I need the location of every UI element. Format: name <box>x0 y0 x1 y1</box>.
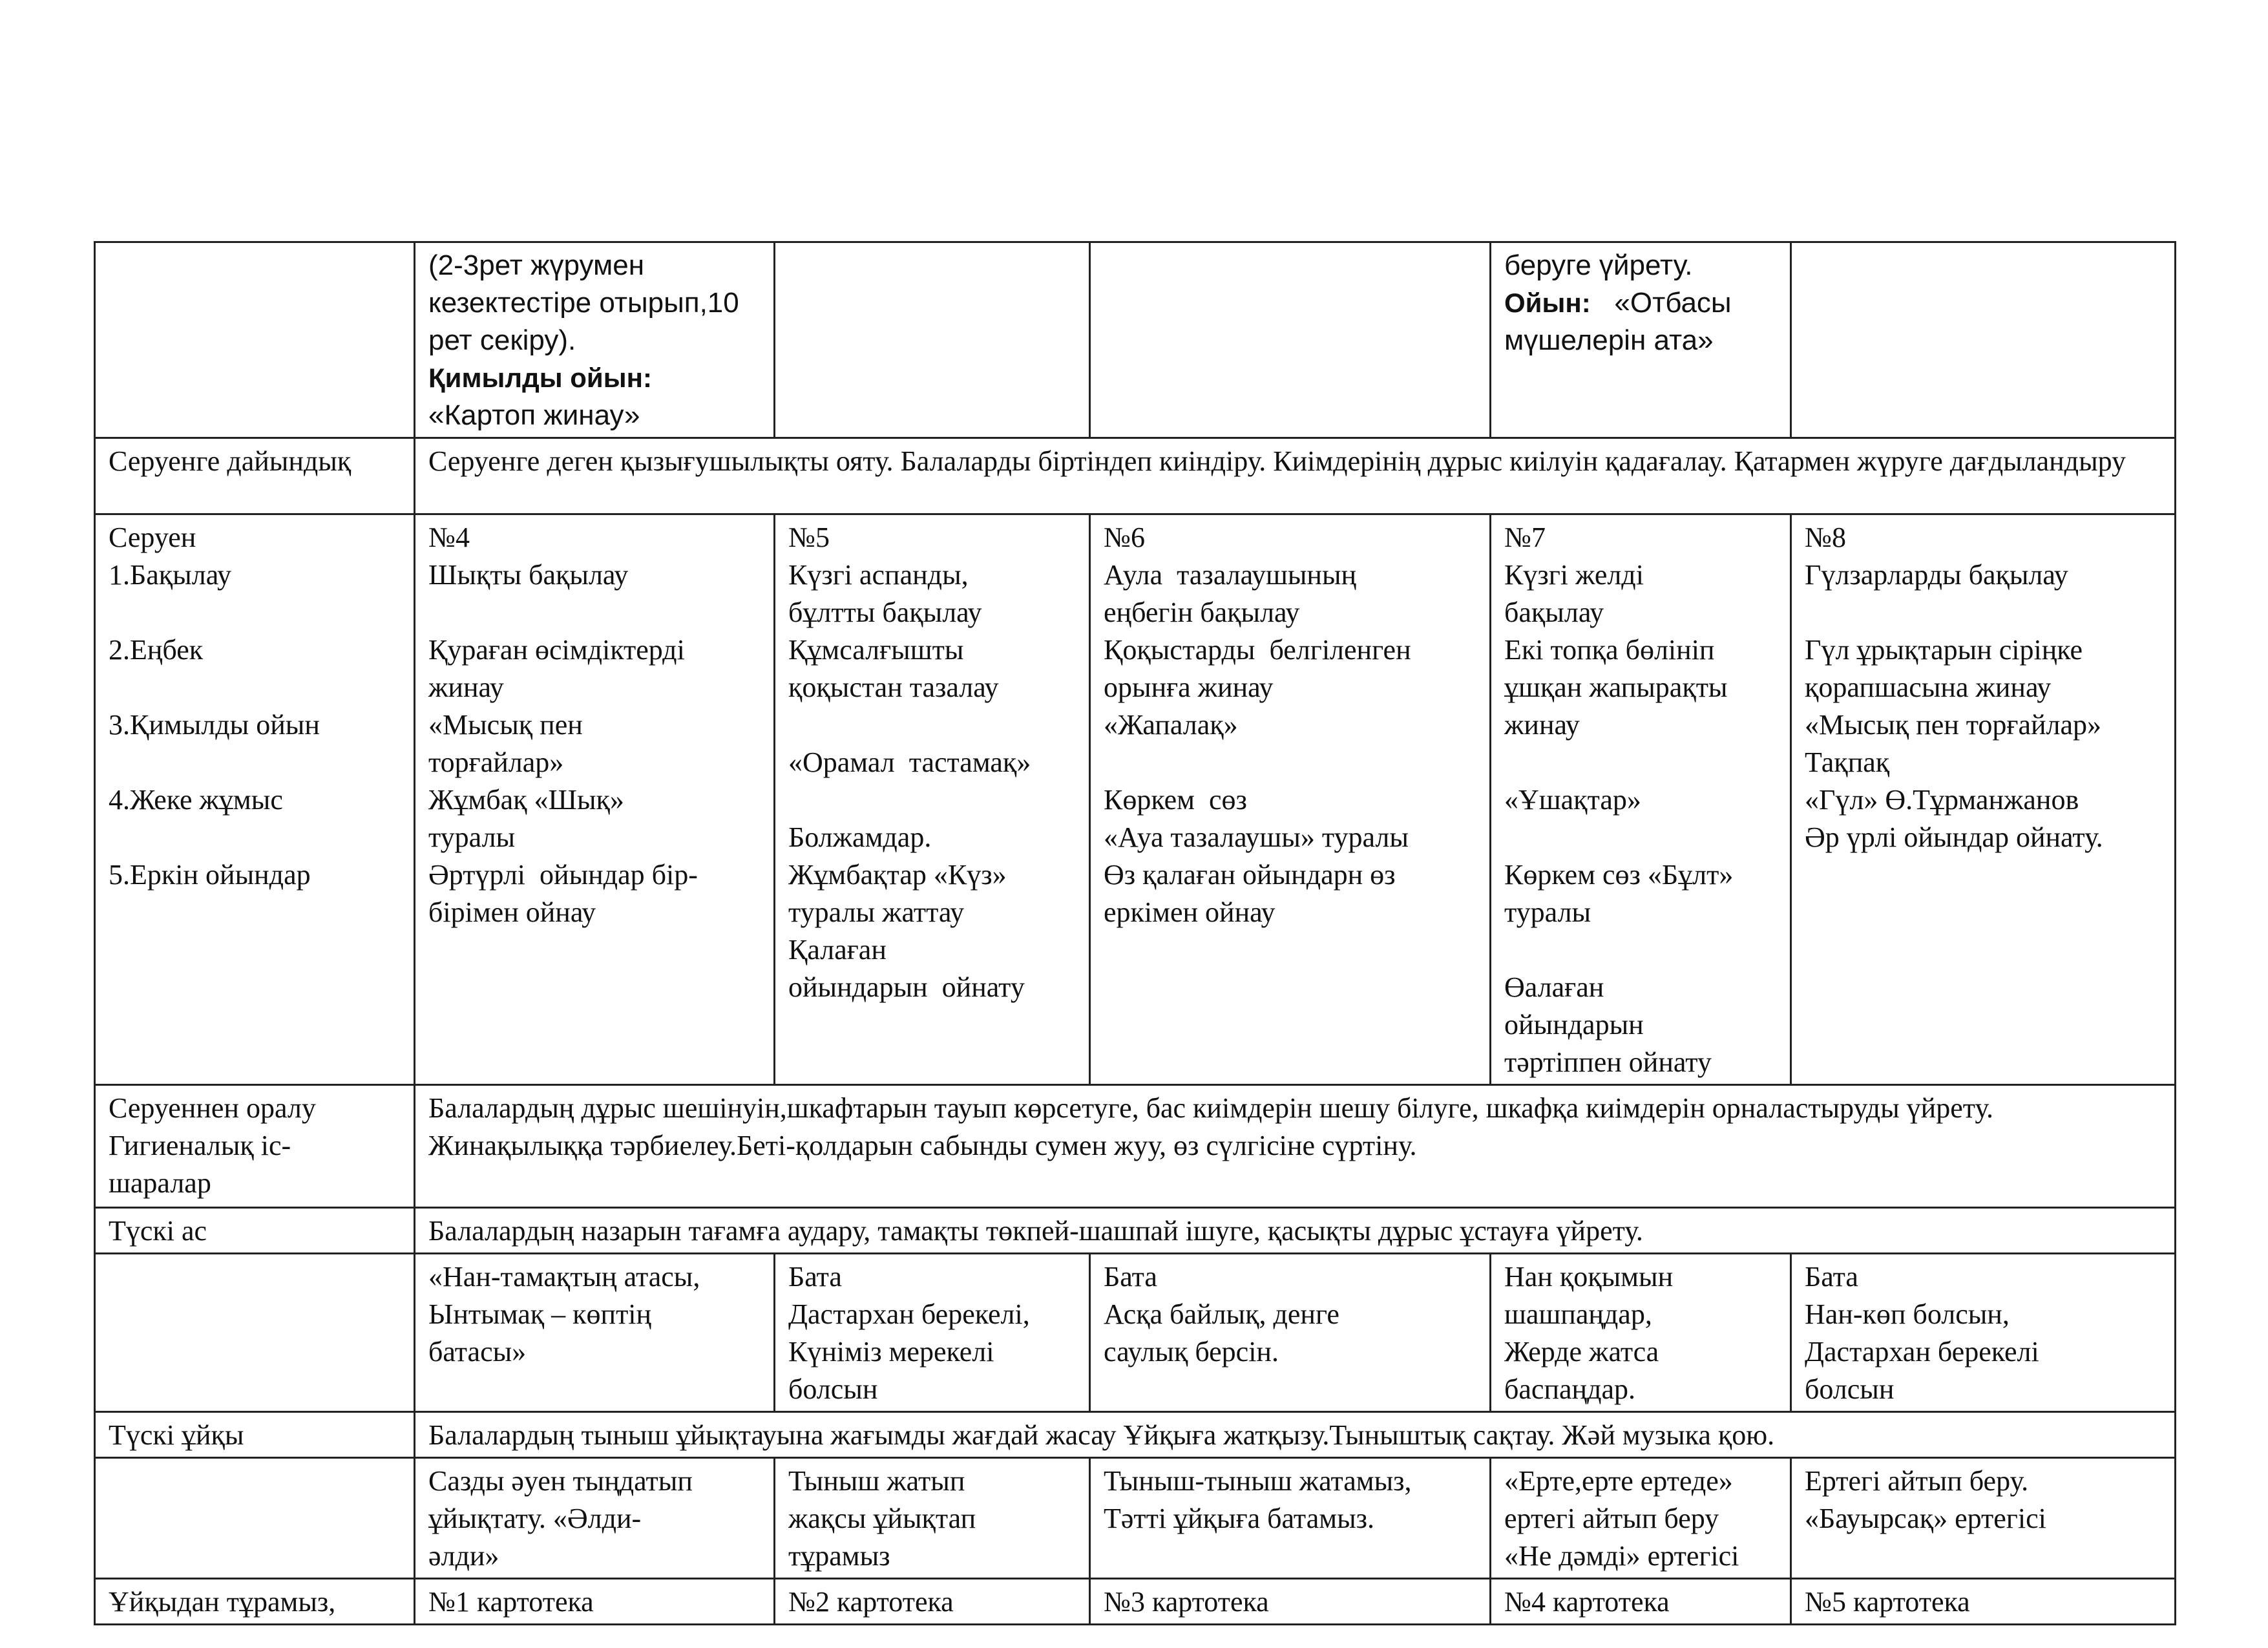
cell-line: ұйықтату. «Әлди- <box>428 1503 642 1534</box>
cell-line: мүшелерін ата» <box>1504 324 1714 356</box>
table-row <box>95 438 2176 514</box>
row-label-cell <box>95 1085 415 1208</box>
cell-line: Өалаған <box>1504 971 1604 1003</box>
cell-line: Дастархан берекелі, <box>788 1298 1030 1330</box>
row-label-cell <box>95 1579 415 1625</box>
cell-line: «Ұшақтар» <box>1504 784 1641 816</box>
cell-line: кезектестіре отырып,10 <box>428 287 739 319</box>
table-row <box>95 1208 2176 1254</box>
friday-cell <box>1791 1579 2176 1625</box>
row-label-cell <box>95 438 415 514</box>
cell-text: №4 картотека <box>1504 1586 1670 1618</box>
cell-line: бірімен ойнау <box>428 896 596 928</box>
thursday-cell <box>1491 242 1791 438</box>
cell-text: Серуенге деген қызығушылықты ояту. Балаларды біртіндеп киіндіру. Киімдерінің дұрыс киілуін қадағалау. Қатармен жүруге дағдыландыру <box>428 445 2126 477</box>
table-row <box>95 1579 2176 1625</box>
cell-line: Жерде жатса <box>1504 1336 1659 1368</box>
cell-line: Дастархан берекелі <box>1805 1336 2039 1368</box>
row-label: 1.Бақылау <box>109 559 231 591</box>
cell-line: Тәтті ұйқыға батамыз. <box>1104 1503 1375 1534</box>
tuesday-cell <box>775 1254 1090 1412</box>
row-label: Гигиеналық іс- <box>109 1130 291 1161</box>
merged-text-cell <box>415 1412 2176 1458</box>
cell-line: «Отбасы <box>1614 287 1732 319</box>
cell-line: Көркем сөз <box>1104 784 1247 816</box>
tuesday-cell <box>775 1458 1090 1579</box>
table-row <box>95 242 2176 438</box>
monday-cell <box>415 1458 775 1579</box>
cell-line: Екі топқа бөлініп <box>1504 634 1715 666</box>
row-label-cell <box>95 242 415 438</box>
cell-line: туралы <box>1504 896 1591 928</box>
cell-line: Ертегі айтып беру. <box>1805 1465 2029 1497</box>
row-label: Ұйқыдан тұрамыз, <box>109 1586 336 1618</box>
friday-cell <box>1791 1458 2176 1579</box>
cell-line: жинау <box>1504 709 1580 741</box>
table-row <box>95 1085 2176 1208</box>
cell-line: №4 <box>428 522 470 553</box>
cell-line: әлди» <box>428 1540 499 1572</box>
tuesday-cell <box>775 1579 1090 1625</box>
cell-text: №1 картотека <box>428 1586 594 1618</box>
monday-cell <box>415 514 775 1085</box>
cell-line: қорапшасына жинау <box>1805 671 2052 703</box>
cell-line: «Бауырсақ» ертегісі <box>1805 1503 2046 1534</box>
cell-line: бақылау <box>1504 597 1604 628</box>
table-row <box>95 514 2176 1085</box>
cell-line: торғайлар» <box>428 746 564 778</box>
cell-line: Бата <box>1805 1261 1858 1293</box>
cell-line: болсын <box>1805 1373 1895 1405</box>
row-label: 2.Еңбек <box>109 634 204 666</box>
cell-line: туралы <box>428 821 516 853</box>
cell-line: ертегі айтып беру <box>1504 1503 1719 1534</box>
cell-line: Күзгі желді <box>1504 559 1644 591</box>
cell-text: №5 картотека <box>1805 1586 1970 1618</box>
cell-line: саулық берсін. <box>1104 1336 1279 1368</box>
cell-text: Балалардың назарын тағамға аудару, тамақты төкпей-шашпай ішуге, қасықты дұрыс ұстауға үйрету. <box>428 1215 1643 1247</box>
cell-line: «Гүл» Ө.Тұрманжанов <box>1805 784 2079 816</box>
cell-line: Әртүрлі ойындар бір- <box>428 859 698 891</box>
cell-line: жақсы ұйықтап <box>788 1503 976 1534</box>
merged-text-cell <box>415 438 2176 514</box>
friday-cell <box>1791 242 2176 438</box>
cell-line: қоқыстан тазалау <box>788 671 999 703</box>
table-row <box>95 1412 2176 1458</box>
cell-text: №3 картотека <box>1104 1586 1269 1618</box>
row-label: Түскі ас <box>109 1215 207 1247</box>
cell-line: «Мысық пен <box>428 709 583 741</box>
cell-text: Балалардың дұрыс шешінуін,шкафтарын тауып көрсетуге, бас киімдерін шешу білуге, шкафқа киімдерін орналастыруды үйрету. Жинақылыққа тәрбиелеу.Беті-қолдарын сабынды сумен жуу, өз сүлгісіне сүртіну. <box>428 1092 1993 1161</box>
cell-line: еркімен ойнау <box>1104 896 1276 928</box>
plan-sheet <box>94 241 2174 1625</box>
cell-line: ойындарын <box>1504 1009 1644 1041</box>
thursday-cell <box>1491 1254 1791 1412</box>
cell-line: батасы» <box>428 1336 527 1368</box>
monday-cell <box>415 1254 775 1412</box>
wednesday-cell <box>1090 1254 1491 1412</box>
cell-line: Қураған өсімдіктерді <box>428 634 685 666</box>
table-row <box>95 1458 2176 1579</box>
row-label-cell <box>95 1208 415 1254</box>
cell-line: «Жапалақ» <box>1104 709 1238 741</box>
cell-line: жинау <box>428 671 504 703</box>
cell-line: Сазды әуен тыңдатып <box>428 1465 693 1497</box>
cell-line: бұлтты бақылау <box>788 597 982 628</box>
cell-line: Болжамдар. <box>788 821 932 853</box>
game-heading: Қимылды ойын: <box>428 363 652 393</box>
cell-line: Нан-көп болсын, <box>1805 1298 2010 1330</box>
row-label: 5.Еркін ойындар <box>109 859 311 891</box>
cell-line: Күзгі аспанды, <box>788 559 969 591</box>
cell-line: туралы жаттау <box>788 896 965 928</box>
cell-line: баспаңдар. <box>1504 1373 1635 1405</box>
cell-line: Күніміз мерекелі <box>788 1336 994 1368</box>
row-label: 4.Жеке жұмыс <box>109 784 283 816</box>
row-label: Серуен <box>109 522 196 553</box>
monday-cell <box>415 242 775 438</box>
row-label: Серуенге дайындық <box>109 445 352 477</box>
tuesday-cell <box>775 514 1090 1085</box>
cell-line: Шықты бақылау <box>428 559 629 591</box>
cell-line: Тыныш-тыныш жатамыз, <box>1104 1465 1412 1497</box>
cell-line: «Мысық пен торғайлар» <box>1805 709 2102 741</box>
cell-line: №6 <box>1104 522 1145 553</box>
cell-line: «Орамал тастамақ» <box>788 746 1031 778</box>
cell-line: Бата <box>788 1261 842 1293</box>
cell-line: Асқа байлық, денге <box>1104 1298 1339 1330</box>
daily-plan-table <box>94 241 2176 1625</box>
cell-line: Гүлзарларды бақылау <box>1805 559 2068 591</box>
cell-line: ойындарын ойнату <box>788 971 1025 1003</box>
game-heading: Ойын: <box>1504 288 1591 318</box>
cell-line: «Не дәмді» ертегісі <box>1504 1540 1739 1572</box>
cell-line: Бата <box>1104 1261 1157 1293</box>
row-label: Серуеннен оралу <box>109 1092 316 1124</box>
cell-line: беруге үйрету. <box>1504 249 1693 281</box>
row-label: Түскі ұйқы <box>109 1419 244 1451</box>
row-label: шаралар <box>109 1167 211 1199</box>
wednesday-cell <box>1090 1458 1491 1579</box>
wednesday-cell <box>1090 514 1491 1085</box>
cell-line: Ынтымақ – көптің <box>428 1298 652 1330</box>
cell-line: рет секіру). <box>428 324 576 356</box>
cell-text: Балалардың тыныш ұйықтауына жағымды жағдай жасау Ұйқыға жатқызу.Тыныштық сақтау. Жәй музыка қою. <box>428 1419 1775 1451</box>
thursday-cell <box>1491 514 1791 1085</box>
cell-line: №8 <box>1805 522 1846 553</box>
friday-cell <box>1791 1254 2176 1412</box>
cell-line: Тақпақ <box>1805 746 1890 778</box>
cell-line: «Картоп жинау» <box>428 399 640 431</box>
cell-line: шашпаңдар, <box>1504 1298 1652 1330</box>
cell-line: «Нан-тамақтың атасы, <box>428 1261 700 1293</box>
thursday-cell <box>1491 1579 1791 1625</box>
cell-line: Құмсалғышты <box>788 634 964 666</box>
cell-line: Әр үрлі ойындар ойнату. <box>1805 821 2103 853</box>
wednesday-cell <box>1090 1579 1491 1625</box>
cell-line: (2-3рет жүрумен <box>428 249 645 281</box>
cell-line: №7 <box>1504 522 1546 553</box>
row-label-cell <box>95 514 415 1085</box>
merged-text-cell <box>415 1208 2176 1254</box>
cell-line: орынға жинау <box>1104 671 1274 703</box>
monday-cell <box>415 1579 775 1625</box>
row-label-cell <box>95 1458 415 1579</box>
cell-line: Гүл ұрықтарын сіріңке <box>1805 634 2083 666</box>
cell-line: Нан қоқымын <box>1504 1261 1674 1293</box>
thursday-cell <box>1491 1458 1791 1579</box>
row-label-cell <box>95 1254 415 1412</box>
cell-line: болсын <box>788 1373 878 1405</box>
friday-cell <box>1791 514 2176 1085</box>
cell-line: Өз қалаған ойындарн өз <box>1104 859 1396 891</box>
cell-line: «Ауа тазалаушы» туралы <box>1104 821 1409 853</box>
table-row <box>95 1254 2176 1412</box>
cell-text: №2 картотека <box>788 1586 954 1618</box>
row-label: 3.Қимылды ойын <box>109 709 320 741</box>
cell-line: Аула тазалаушының <box>1104 559 1357 591</box>
row-label-cell <box>95 1412 415 1458</box>
cell-line: Жұмбақ «Шық» <box>428 784 624 816</box>
cell-line: Тыныш жатып <box>788 1465 965 1497</box>
cell-line: Қоқыстарды белгіленген <box>1104 634 1411 666</box>
cell-line: Жұмбақтар «Күз» <box>788 859 1007 891</box>
cell-line: ұшқан жапырақты <box>1504 671 1728 703</box>
cell-line: еңбегін бақылау <box>1104 597 1300 628</box>
cell-line: №5 <box>788 522 830 553</box>
cell-line: тәртіппен ойнату <box>1504 1046 1712 1078</box>
cell-line: тұрамыз <box>788 1540 890 1572</box>
wednesday-cell <box>1090 242 1491 438</box>
merged-text-cell <box>415 1085 2176 1208</box>
cell-line: «Ерте,ерте ертеде» <box>1504 1465 1733 1497</box>
cell-line: Көркем сөз «Бұлт» <box>1504 859 1734 891</box>
cell-line: Қалаған <box>788 934 887 966</box>
tuesday-cell <box>775 242 1090 438</box>
